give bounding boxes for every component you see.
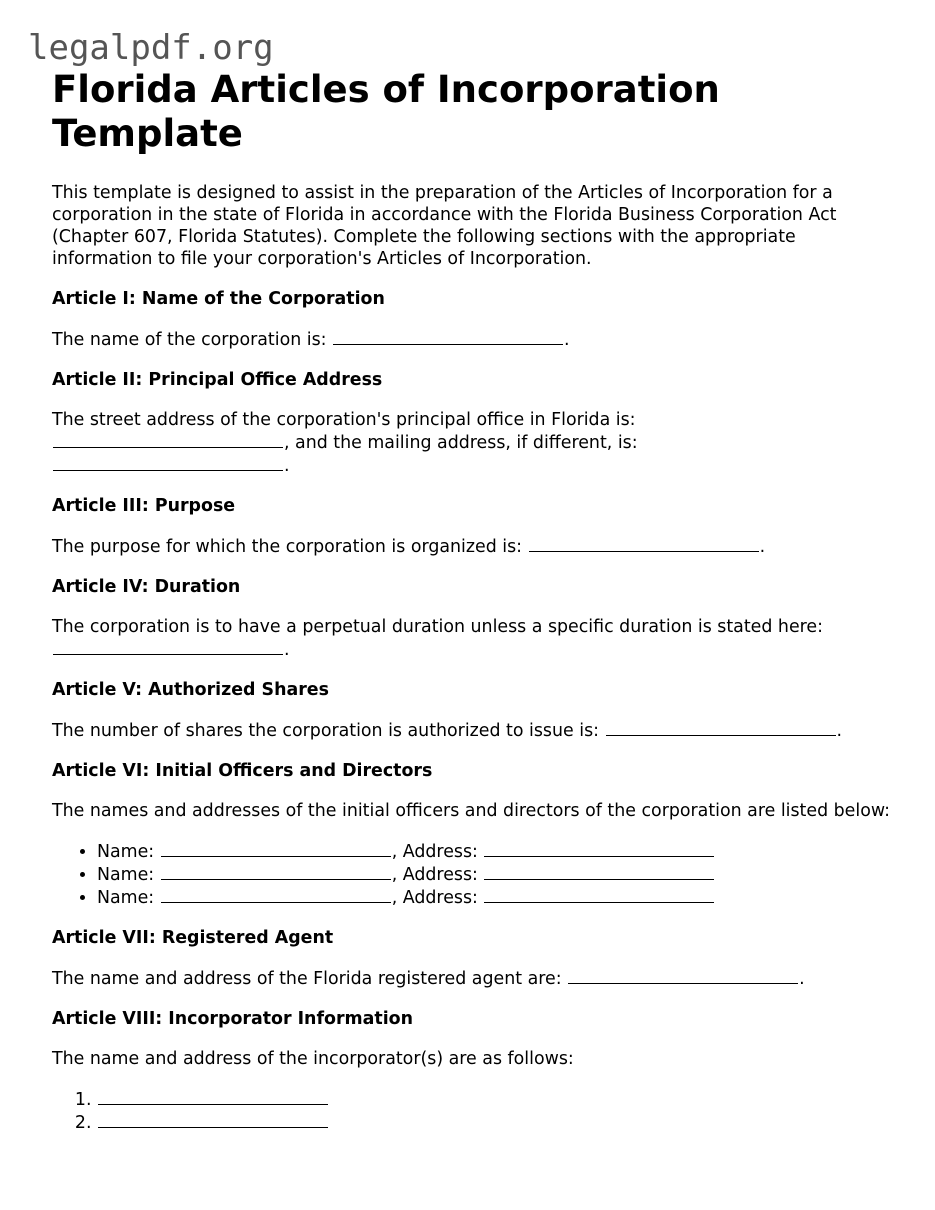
- article-2-text-before: The street address of the corporation's principal office in Florida is:: [52, 410, 636, 430]
- article-7-heading: Article VII: Registered Agent: [52, 928, 334, 948]
- officers-list: [52, 840, 892, 909]
- article-4-text-after: .: [284, 640, 290, 660]
- article-1-text-after: .: [564, 330, 570, 350]
- mailing-address-blank[interactable]: [53, 454, 283, 471]
- intro-paragraph: This template is designed to assist in the preparation of the Articles of Incorporation for a corporation in the state of Florida in accordance with the Florida Business Corporation Act (Chapter 607, Florida Statutes). Complete the following sections with the appropriate information to file your corporation's Articles of Incorporation.: [52, 183, 837, 269]
- name-label: Name:: [97, 865, 160, 885]
- article-1-heading: Article I: Name of the Corporation: [52, 289, 385, 309]
- name-label: Name:: [97, 842, 160, 862]
- article-2-text: [52, 409, 892, 477]
- article-5-text: [52, 719, 892, 742]
- article-8-text: The name and address of the incorporator(s) are as follows:: [52, 1049, 574, 1069]
- page-title: Florida Articles of Incorporation Template: [52, 68, 720, 155]
- purpose-blank[interactable]: [529, 535, 759, 552]
- article-2-text-middle: , and the mailing address, if different, is:: [284, 433, 638, 453]
- document-page: [52, 68, 892, 1152]
- article-7-text-after: .: [799, 969, 805, 989]
- article-2-heading: Article II: Principal Office Address: [52, 370, 383, 390]
- article-3-text: [52, 535, 892, 558]
- article-5-text-before: The number of shares the corporation is authorized to issue is:: [52, 721, 605, 741]
- watermark: legalpdf.org: [28, 28, 274, 68]
- officer-address-blank[interactable]: [484, 863, 714, 880]
- officer-name-blank[interactable]: [161, 886, 391, 903]
- address-label: , Address:: [391, 865, 484, 885]
- article-7-text: [52, 967, 892, 990]
- list-item: [97, 886, 892, 909]
- list-item: [97, 1088, 892, 1111]
- article-2-text-after: .: [284, 456, 290, 476]
- article-1-text: [52, 328, 892, 351]
- officer-name-blank[interactable]: [161, 840, 391, 857]
- authorized-shares-blank[interactable]: [606, 719, 836, 736]
- article-1-text-before: The name of the corporation is:: [52, 330, 333, 350]
- address-label: , Address:: [391, 888, 484, 908]
- article-5-text-after: .: [836, 721, 843, 741]
- name-label: Name:: [97, 888, 160, 908]
- corporation-name-blank[interactable]: [333, 328, 563, 345]
- street-address-blank[interactable]: [53, 431, 283, 448]
- officer-name-blank[interactable]: [161, 863, 391, 880]
- list-item: [97, 863, 892, 886]
- address-label: , Address:: [391, 842, 484, 862]
- article-8-heading: Article VIII: Incorporator Information: [52, 1009, 413, 1029]
- incorporator-blank[interactable]: [98, 1088, 328, 1105]
- article-6-heading: Article VI: Initial Officers and Directors: [52, 761, 433, 781]
- duration-blank[interactable]: [53, 638, 283, 655]
- article-4-text: [52, 616, 892, 661]
- incorporators-list: [52, 1088, 892, 1134]
- article-6-text: The names and addresses of the initial officers and directors of the corporation are listed below:: [52, 801, 890, 821]
- officer-address-blank[interactable]: [484, 886, 714, 903]
- incorporator-blank[interactable]: [98, 1111, 328, 1128]
- list-item: [97, 840, 892, 863]
- article-3-heading: Article III: Purpose: [52, 496, 236, 516]
- article-3-text-after: .: [759, 537, 766, 557]
- article-5-heading: Article V: Authorized Shares: [52, 680, 329, 700]
- article-3-text-before: The purpose for which the corporation is organized is:: [52, 537, 528, 557]
- article-4-heading: Article IV: Duration: [52, 577, 241, 597]
- list-item: [97, 1111, 892, 1134]
- article-7-text-before: The name and address of the Florida registered agent are:: [52, 969, 568, 989]
- officer-address-blank[interactable]: [484, 840, 714, 857]
- registered-agent-blank[interactable]: [568, 967, 798, 984]
- article-4-text-before: The corporation is to have a perpetual duration unless a specific duration is stated here:: [52, 617, 823, 637]
